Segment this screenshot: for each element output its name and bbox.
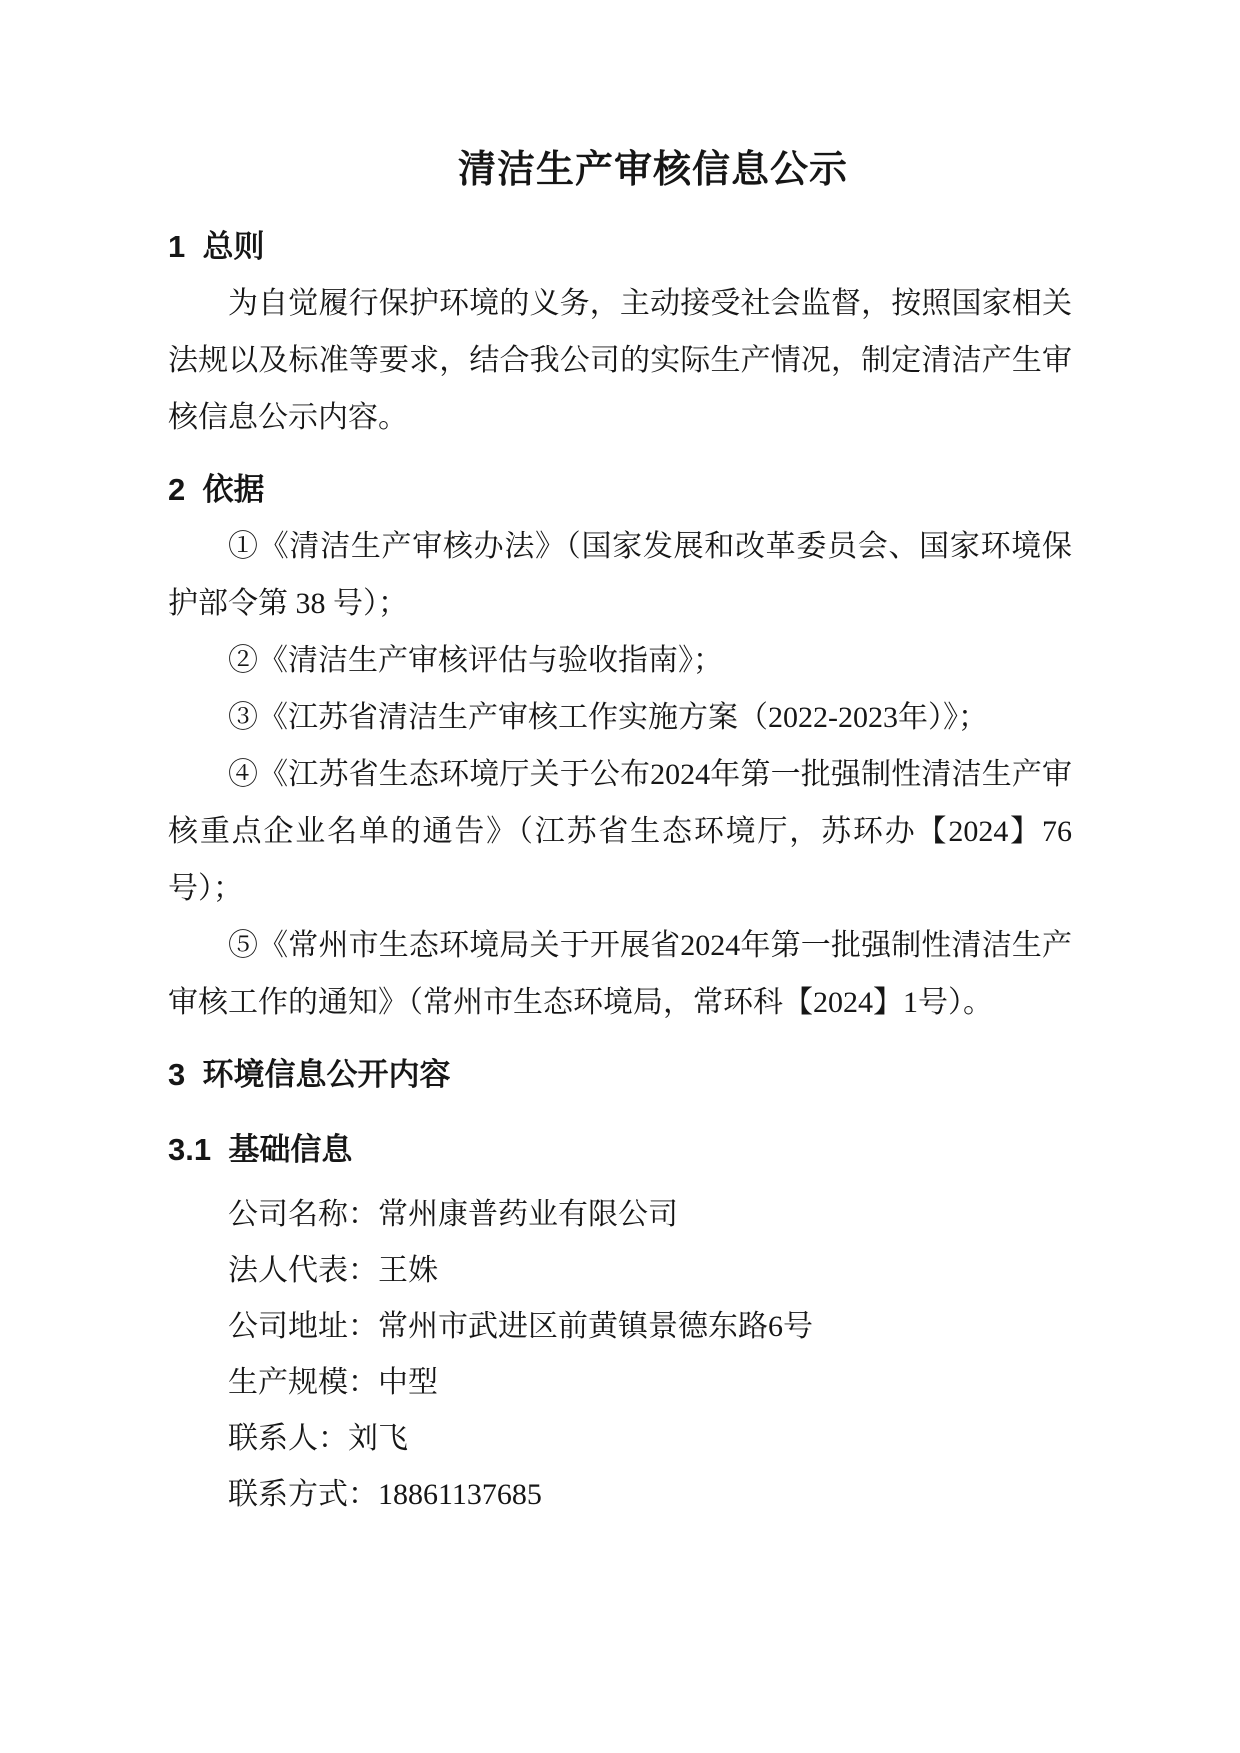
paragraph-line: 法规以及标准等要求，结合我公司的实际生产情况，制定清洁产生审 xyxy=(168,344,1072,377)
paragraph-line: 公司名称：常州康普药业有限公司 xyxy=(228,1198,678,1231)
section-heading: 1 总则 xyxy=(168,229,265,264)
paragraph-line: 审核工作的通知》（常州市生态环境局，常环科【2024】1号）。 xyxy=(168,986,993,1019)
paragraph xyxy=(168,746,1072,917)
paragraph-line: ②《清洁生产审核评估与验收指南》； xyxy=(228,644,723,677)
document-blocks xyxy=(168,223,1072,1523)
document-title: 清洁生产审核信息公示 xyxy=(457,149,848,191)
paragraph-line: 联系人：刘飞 xyxy=(228,1422,408,1455)
paragraph xyxy=(168,689,1072,746)
paragraph-line: 护部令第 38 号）； xyxy=(168,587,408,620)
section-heading: 3.1 基础信息 xyxy=(168,1132,353,1167)
paragraph-line: 联系方式：18861137685 xyxy=(228,1478,542,1511)
paragraph xyxy=(168,275,1072,446)
paragraph-line: ③《江苏省清洁生产审核工作实施方案（2022-2023年）》； xyxy=(228,701,988,734)
paragraph-line: 号）； xyxy=(168,872,243,905)
paragraph-line: ④《江苏省生态环境厅关于公布2024年第一批强制性清洁生产审 xyxy=(228,758,1072,791)
section-heading: 3 环境信息公开内容 xyxy=(168,1057,451,1092)
info-paragraph xyxy=(168,1187,1072,1523)
paragraph xyxy=(168,632,1072,689)
section-heading: 2 依据 xyxy=(168,472,265,507)
paragraph-line: 为自觉履行保护环境的义务，主动接受社会监督，按照国家相关 xyxy=(228,287,1072,320)
paragraph-line: 公司地址：常州市武进区前黄镇景德东路6号 xyxy=(228,1310,813,1343)
paragraph xyxy=(168,917,1072,1031)
paragraph-line: 核信息公示内容。 xyxy=(168,401,408,434)
paragraph-line: ①《清洁生产审核办法》（国家发展和改革委员会、国家环境保 xyxy=(228,530,1072,563)
paragraph-line: 生产规模：中型 xyxy=(228,1366,438,1399)
paragraph-line: 法人代表：王姝 xyxy=(228,1254,438,1287)
paragraph-line: ⑤《常州市生态环境局关于开展省2024年第一批强制性清洁生产 xyxy=(228,929,1072,962)
paragraph xyxy=(168,518,1072,632)
paragraph-line: 核重点企业名单的通告》（江苏省生态环境厅，苏环办【2024】76 xyxy=(168,815,1072,848)
